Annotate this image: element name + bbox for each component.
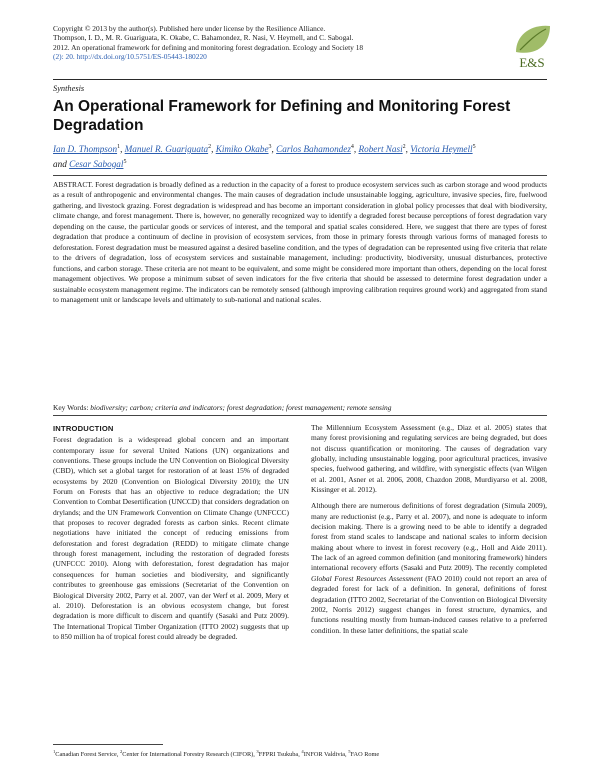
- abstract: [53, 180, 547, 305]
- body-paragraph: Forest degradation is a widespread global concern and an important contemporary issue for several United Nations (UN) organizations and conventions. These groups include the UN Convention on Biological Diversity (CBD), which set a global target for restoration of at least 15% of degraded ecosystems by 2020 (Convention on Biological Diversity 2010); the UN Forum on Forests that has an objective to reduce degradation; the UN Convention to Combat Desertification (UNCCD) that considers degradation on drylands; and the UN Framework Convention on Climate Change (UNFCCC) that proposes to recover degraded forests as carbon sinks. Recent climate negotiations have initiated the concept of reducing emissions from deforestation and forest degradation (REDD) to mitigate climate change through forest management, including the restoration of degraded forests (UNFCCC 2010). Along with deforestation, forest degradation has major consequences for human societies and biodiversity, and significantly contributes to greenhouse gas emissions (Secretariat of the Convention on Biological Diversity 2002, Parry et al. 2007, van der Werf et al. 2009, Mery et al. 2010). Deforestation is an obvious ecosystem change, but forest degradation is more difficult to discern and quantify (Sasaki and Putz 2009). The International Tropical Timber Organization (ITTO 2002) suggests that up to 850 million ha of tropical forest could already be degraded.: [53, 435, 289, 641]
- author-link[interactable]: Kimiko Okabe: [215, 144, 269, 155]
- affiliation: Canadian Forest Service,: [55, 751, 120, 759]
- author-link[interactable]: Robert Nasi: [358, 144, 403, 155]
- body-column-right: [311, 423, 547, 642]
- title-line: An Operational Framework for Defining and Monitoring Forest: [53, 98, 511, 115]
- author-link[interactable]: Ian D. Thompson: [53, 144, 118, 155]
- report-title: Global Forest Resources Assessment: [311, 573, 423, 583]
- ecology-and-society-logo: [510, 22, 554, 70]
- author-link[interactable]: Victoria Heymell: [410, 144, 473, 155]
- affiliation: INFOR Valdivia,: [303, 751, 349, 759]
- doi-link[interactable]: (2): 20. http://dx.doi.org/10.5751/ES-05443-180220: [53, 52, 207, 62]
- author-list: Ian D. Thompson$^1$, Manuel R. Guariguata$^2$, Kimiko Okabe$^3$, Carlos Bahamondez$^4$, Robert Nasi$^2$, Victoria Heymell$^5$ and Cesar Sabogal$^5$: [53, 144, 476, 169]
- section-label: Synthesis: [53, 84, 85, 93]
- keywords-text: biodiversity; carbon; criteria and indicators; forest degradation; forest management; remote sensing: [90, 403, 392, 412]
- affiliation: FAO Rome: [350, 751, 380, 759]
- keywords-rule: [53, 415, 547, 416]
- title-line: Degradation: [53, 117, 144, 134]
- author-link[interactable]: Manuel R. Guariguata: [124, 144, 209, 155]
- author-and: and: [53, 158, 67, 169]
- abstract-rule: [53, 175, 547, 176]
- author-link[interactable]: Carlos Bahamondez: [276, 144, 351, 155]
- affiliation: FFPRI Tsukuba,: [258, 751, 302, 759]
- affiliations-footnote: $^1$Canadian Forest Service, $^2$Center for International Forestry Research (CIFOR), $^3$FFPRI Tsukuba, $^4$INFOR Valdivia, $^5$FAO Rome: [53, 749, 380, 759]
- footnote-rule: [53, 744, 163, 745]
- citation-header: [53, 24, 523, 62]
- header-rule: [53, 79, 547, 80]
- keywords: [53, 403, 547, 413]
- citation-line: Thompson, I. D., M. R. Guariguata, K. Okabe, C. Bahamondez, R. Nasi, V. Heymell, and C. Sabogal.: [53, 33, 354, 43]
- author-link[interactable]: Cesar Sabogal: [69, 158, 124, 169]
- citation-line: 2012. An operational framework for defining and monitoring forest degradation. Ecology and Society 18: [53, 42, 364, 52]
- abstract-text: Forest degradation is broadly defined as a reduction in the capacity of a forest to produce ecosystem services such as carbon storage and wood products as a result of anthropogenic and environmental changes. The main causes of degradation include unsustainable logging, agriculture, invasive species, fire, fuelwood gathering, and livestock grazing. Forest degradation is widespread and has become an important consideration in global policy processes that deal with biodiversity, climate change, and forest management. There is, however, no generally recognized way to identify a degraded forest because perceptions of forest degradation vary depending on the cause, the particular goods or services of interest, and the temporal and spatial scales considered. Here, we suggest that there are types of forest degradation that produce a continuum of decline in provision of ecosystem services, from those in primary forests through various forms of managed forests to deforestation. Forest degradation must be measured against a desired baseline condition, and the types of degradation can be represented using five criteria that relate to the drivers of degradation, loss of ecosystem services and sustainable management, including: productivity, biodiversity, unusual disturbances, protective functions, and carbon storage. These criteria are not meant to be equivalent, and some might be considered more important than others, depending on the local forest management objectives. We propose a minimum subset of seven indicators for the five criteria that should be assessed to determine forest degradation under a sustainable ecosystem management regime. The indicators can be remotely sensed (although improving calibration requires ground work) and aggregated from stand to management unit or landscape levels and ultimately to sub-national and national scales.: [53, 180, 548, 304]
- body-paragraph: Although there are numerous definitions of forest degradation (Simula 2009), many are reductionist (e.g., Parry et al. 2007), and none is adequate to inform decision making. There is a growing need to be able to identify a degraded forest from stand scales to landscape and national scales to inform decision making about where to invest in forest recovery (e.g., Holl and Aide 2011). The lack of an agreed common definition (and monitoring framework) hinders international recovery efforts (Sasaki and Putz 2009). The recently completed Global Forest Resources Assessment (FAO 2010) could not report an area of degraded forest for lack of a definition. In general, definitions of forest degradation (ITTO 2002, Secretariat of the Convention on Biological Diversity 2002, Norris 2012) suggest changes in forest structure, dynamics, and functions resulting mostly from human-induced causes relative to a preferred condition. In these latter definitions, the spatial scale: [311, 501, 547, 635]
- abstract-label: ABSTRACT.: [53, 180, 94, 189]
- copyright-line: Copyright © 2013 by the author(s). Published here under license by the Resilience Alliance.: [53, 24, 326, 33]
- article-title: [53, 97, 523, 135]
- introduction-heading: INTRODUCTION: [53, 424, 114, 433]
- keywords-label: Key Words:: [53, 403, 89, 412]
- logo-text: E&S: [519, 55, 545, 70]
- body-paragraph: The Millennium Ecosystem Assessment (e.g., Diaz et al. 2005) states that many forest provisioning and regulating services are being degraded, but does not discuss quantification or monitoring. The causes of degradation vary globally, including unsustainable logging, poor agricultural practices, invasive species, fuelwood gathering, and wildfire, with synergistic effects (van Wilgen et al. 2001, Asner et al. 2006, 2008, Chazdon 2008, Murdiyarso et al. 2008, Kissinger et al. 2012).: [311, 423, 547, 495]
- affiliation: Center for International Forestry Research (CIFOR),: [122, 751, 257, 759]
- body-column-left: [53, 423, 289, 648]
